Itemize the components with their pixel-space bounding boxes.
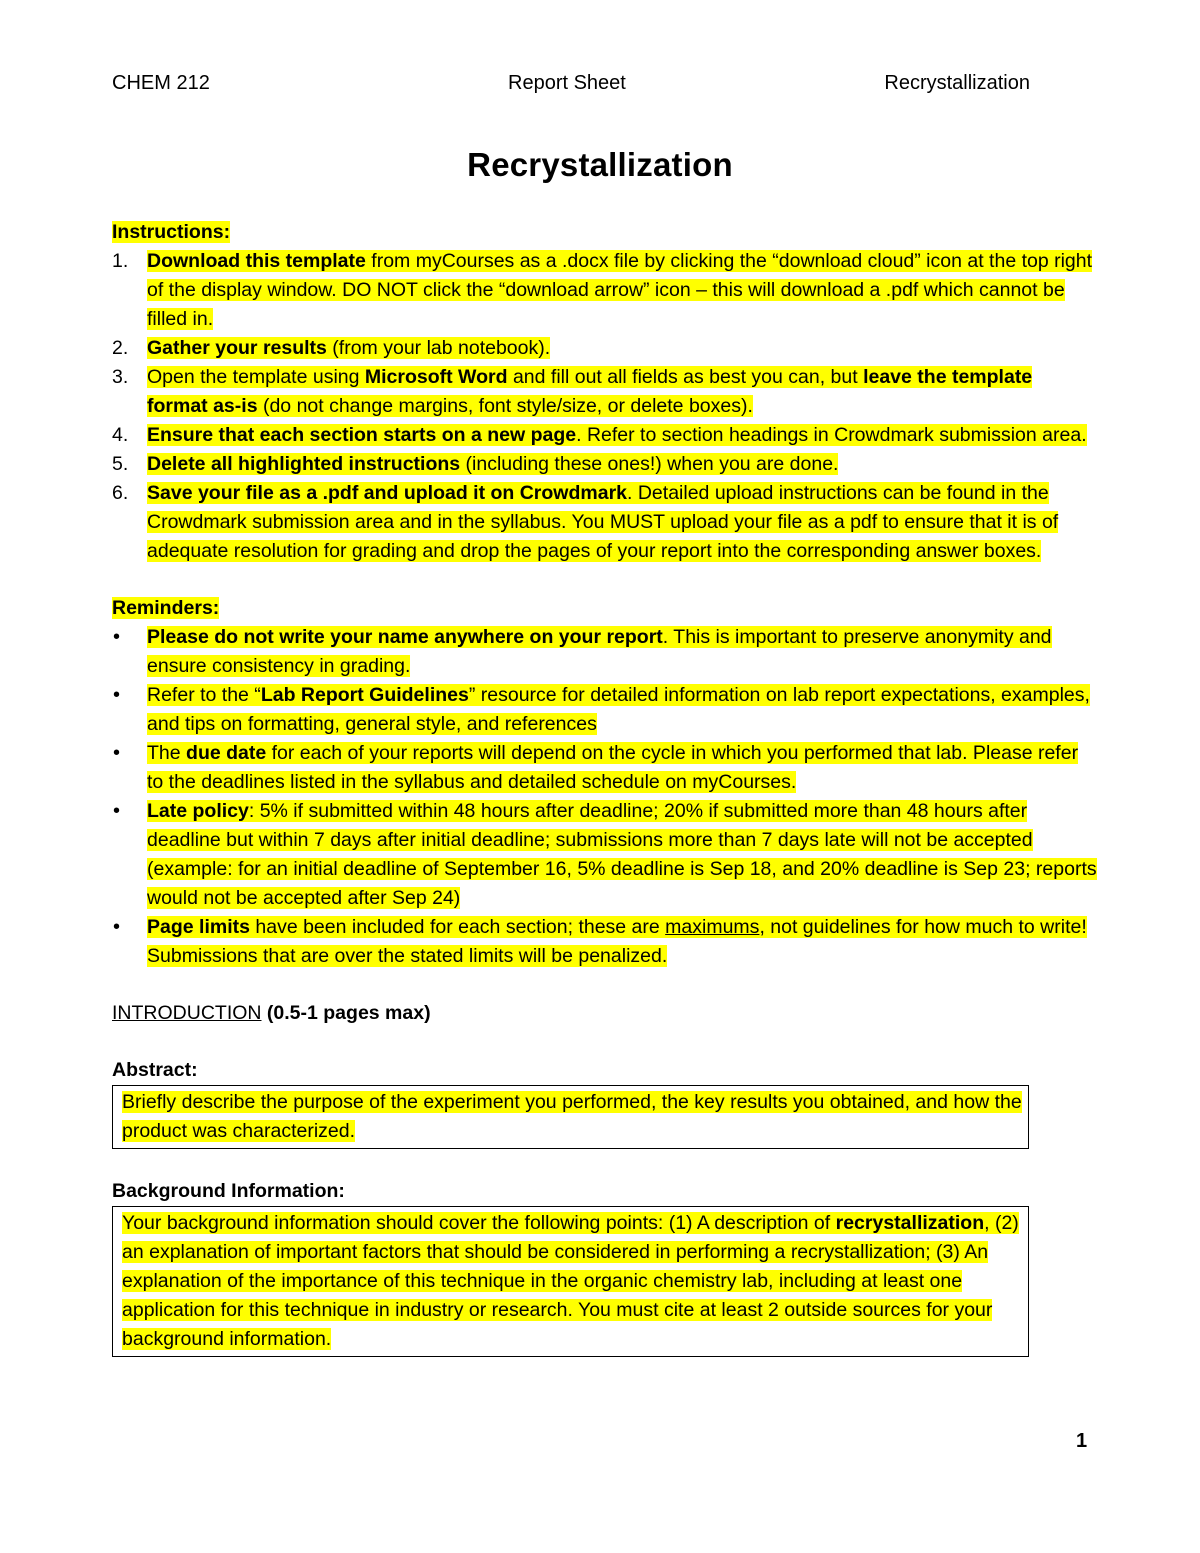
reminder-item: • Page limits have been included for each section; these are maximums, not guidelines for how much to write! Submissions that are over the stated limits will be penalized.: [112, 913, 1097, 971]
bullet-icon: •: [113, 742, 121, 764]
instruction-item: 3. Open the template using Microsoft Word and fill out all fields as best you can, but leave the template format as-is (do not change margins, font style/size, or delete boxes).: [112, 366, 1033, 417]
header-topic: Recrystallization: [884, 72, 1030, 94]
background-text: Your background information should cover the following points: (1) A description of recrystallization, (2) an explanation of important factors that should be considered in performing a recrystallization; (3) An explanation of the importance of this technique in the organic chemistry lab, including at least one application for this technique in industry or research. You must cite at least 2 outside sources for your background information.: [122, 1212, 1019, 1350]
introduction-heading: INTRODUCTION (0.5-1 pages max): [112, 1002, 431, 1024]
instruction-item: 2. Gather your results (from your lab notebook).: [112, 337, 551, 359]
background-label: Background Information:: [112, 1180, 345, 1202]
abstract-text: Briefly describe the purpose of the experiment you performed, the key results you obtained, and how the product was characterized.: [122, 1091, 1022, 1142]
instruction-item: 5. Delete all highlighted instructions (including these ones!) when you are done.: [112, 453, 839, 475]
instruction-item: 1. Download this template from myCourses as a .docx file by clicking the “download cloud” icon at the top right of the display window. DO NOT click the “download arrow” icon – this will download a .pdf which cannot be filled in.: [112, 250, 1093, 330]
reminder-item: • Refer to the “Lab Report Guidelines” resource for detailed information on lab report expectations, examples, and tips on formatting, general style, and references: [112, 681, 1097, 739]
instruction-item: 6. Save your file as a .pdf and upload it on Crowdmark. Detailed upload instructions can be found in the Crowdmark submission area and in the syllabus. You MUST upload your file as a pdf to ensure that it is of adequate resolution for grading and drop the pages of your report into the corresponding answer boxes.: [112, 482, 1059, 562]
instruction-item: 4. Ensure that each section starts on a new page. Refer to section headings in Crowdmark submission area.: [112, 424, 1087, 446]
reminder-item: • Please do not write your name anywhere on your report. This is important to preserve anonymity and ensure consistency in grading.: [112, 623, 1097, 681]
reminder-item: • The due date for each of your reports will depend on the cycle in which you performed that lab. Please refer to the deadlines listed in the syllabus and detailed schedule on myCourses.: [112, 739, 1097, 797]
bullet-icon: •: [113, 626, 121, 648]
abstract-box[interactable]: [112, 1085, 1029, 1149]
reminders-list: [112, 623, 1097, 971]
bullet-icon: •: [113, 684, 121, 706]
reminder-item: • Late policy: 5% if submitted within 48 hours after deadline; 20% if submitted more than 48 hours after deadline but within 7 days after initial deadline; submissions more than 7 days late will not be accepted (example: for an initial deadline of September 16, 5% deadline is Sep 18, and 20% deadline is Sep 23; reports would not be accepted after Sep 24): [112, 797, 1097, 913]
page-title: Recrystallization: [467, 146, 733, 183]
reminders-label: Reminders:: [112, 597, 220, 619]
background-box[interactable]: [112, 1206, 1029, 1357]
instructions-list: [112, 247, 1097, 566]
page-number: 1: [1076, 1430, 1088, 1452]
header-course: CHEM 212: [112, 72, 210, 94]
bullet-icon: •: [113, 800, 121, 822]
header-sheet: Report Sheet: [508, 72, 626, 94]
bullet-icon: •: [113, 916, 121, 938]
page-header: [112, 72, 1030, 98]
abstract-label: Abstract:: [112, 1059, 198, 1081]
document-body: [112, 218, 1097, 1357]
instructions-label: Instructions:: [112, 221, 231, 243]
